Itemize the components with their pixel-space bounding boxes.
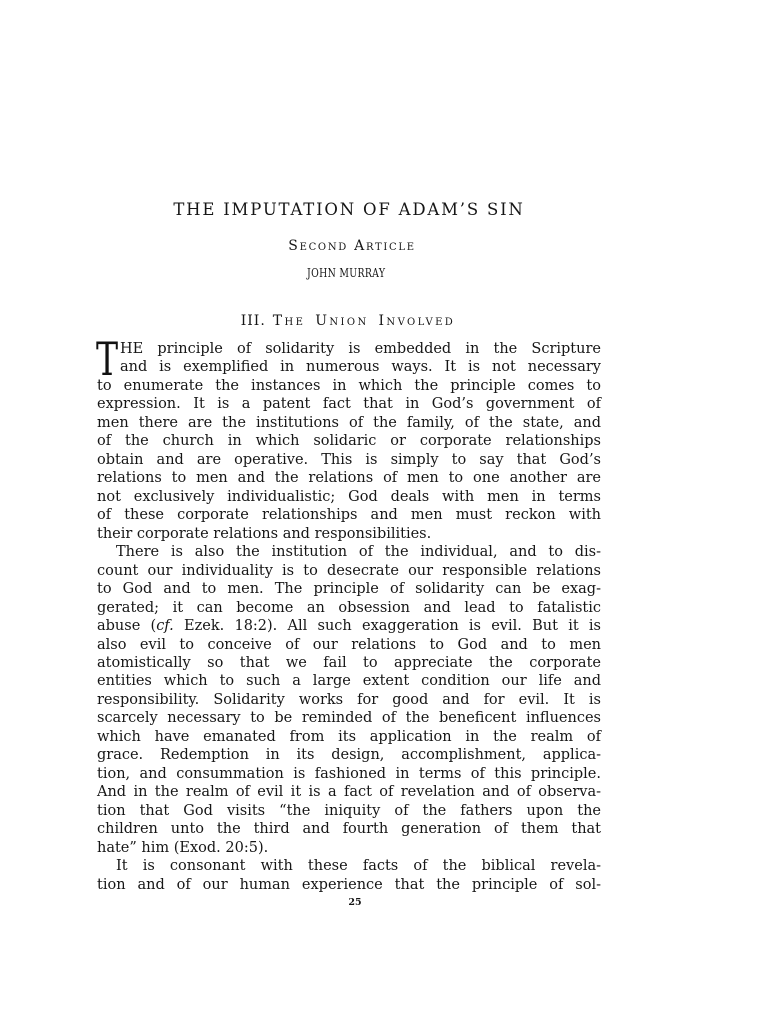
- section-title: The Union Involved: [272, 313, 456, 329]
- body-line: And in the realm of evil it is a fact of revelation and of observa-: [97, 784, 601, 801]
- italic-text: cf.: [156, 618, 174, 635]
- body-line: It is consonant with these facts of the biblical revela-: [116, 858, 601, 875]
- body-line: tion, and consummation is fashioned in terms of this principle.: [97, 765, 601, 782]
- text-run: abuse (: [97, 618, 157, 635]
- body-line: children unto the third and fourth generation of them that: [97, 821, 601, 838]
- body-line: not exclusively individualistic; God deals with men in terms: [97, 488, 601, 505]
- author-name: JOHN MURRAY: [306, 266, 386, 280]
- body-line: obtain and are operative. This is simply to say that God’s: [97, 451, 601, 468]
- section-numeral: III.: [240, 313, 266, 329]
- body-line: scarcely necessary to be reminded of the beneficent influences: [97, 710, 601, 727]
- body-line: expression. It is a patent fact that in God’s government of: [97, 396, 601, 413]
- body-line: hate” him (Exod. 20:5).: [97, 839, 269, 856]
- page-number: 25: [348, 897, 362, 908]
- body-line: grace. Redemption in its design, accomplishment, applica-: [97, 747, 601, 764]
- article-title: THE IMPUTATION OF ADAM’S SIN: [173, 200, 525, 219]
- text-run: Ezek. 18:2). All such exaggeration is evil. But it is: [173, 618, 601, 635]
- body-line: gerated; it can become an obsession and lead to fatalistic: [97, 599, 601, 616]
- body-line: tion that God visits “the iniquity of the fathers upon the: [97, 802, 601, 819]
- paragraph: [97, 857, 601, 894]
- body-line: also evil to conceive of our relations to God and to men: [97, 636, 601, 653]
- body-line: atomistically so that we fail to appreciate the corporate: [97, 654, 601, 671]
- drop-cap: T: [96, 331, 119, 386]
- body-line: [97, 617, 601, 635]
- body-line: men there are the institutions of the family, of the state, and: [97, 414, 601, 431]
- author-line: [97, 263, 595, 282]
- body-line: responsibility. Solidarity works for good and for evil. It is: [97, 691, 601, 708]
- paragraph: [97, 340, 601, 543]
- article-body: [97, 340, 601, 894]
- body-line: to God and to men. The principle of solidarity can be exag-: [97, 581, 601, 598]
- body-line: relations to men and the relations of men to one another are: [97, 470, 601, 487]
- body-line: count our individuality is to desecrate our responsible relations: [97, 562, 601, 579]
- body-line: and is exemplified in numerous ways. It is not necessary: [120, 359, 601, 376]
- article-subtitle: Second Article: [288, 238, 416, 254]
- body-line: There is also the institution of the individual, and to dis-: [116, 544, 601, 561]
- body-line: of the church in which solidaric or corporate relationships: [97, 433, 601, 450]
- body-line: entities which to such a large extent condition our life and: [97, 673, 601, 690]
- body-line: tion and of our human experience that the principle of sol-: [97, 876, 601, 893]
- section-heading: [97, 312, 599, 330]
- body-line: which have emanated from its application in the realm of: [97, 728, 601, 745]
- body-line: to enumerate the instances in which the principle comes to: [97, 377, 601, 394]
- body-line: their corporate relations and responsibilities.: [97, 525, 432, 542]
- body-line: of these corporate relationships and men must reckon with: [97, 507, 601, 524]
- body-line: HE principle of solidarity is embedded in the Scripture: [120, 341, 601, 357]
- paragraph: [97, 543, 601, 857]
